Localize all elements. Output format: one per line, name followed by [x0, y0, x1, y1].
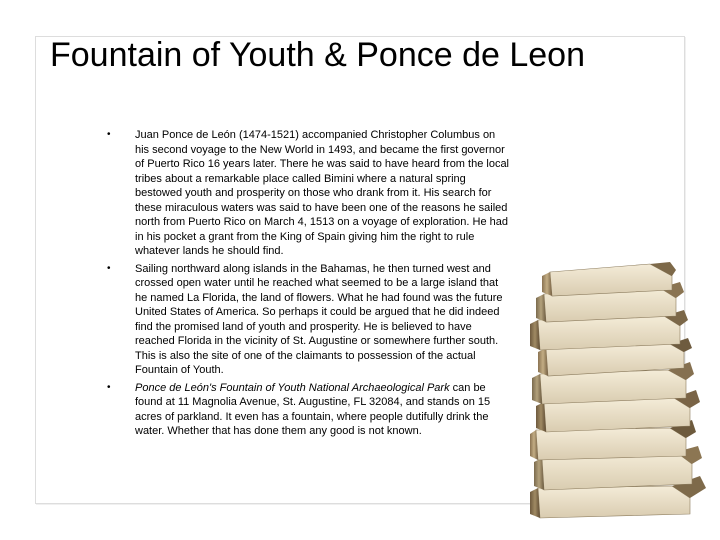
bullet-marker: • — [107, 262, 111, 274]
slide-title: Fountain of Youth & Ponce de Leon — [50, 36, 586, 74]
bullet-item — [107, 128, 512, 259]
bullet-text: Sailing northward along islands in the Bahamas, he then turned west and crossed open water until he reached what seemed to be a large island that he named La Florida, the land of flowers. What he had found was the future United States of America. So perhaps it could be argued that he did indeed find the promised land of youth and prosperity. He is believed to have reached Florida in the vicinity of St. Augustine or somewhere further south. This is also the site of one of the claimants to possession of the actual Fountain of Youth. — [135, 262, 503, 376]
bullet-item — [107, 381, 512, 439]
bullet-list — [107, 128, 512, 439]
bullet-text — [135, 381, 512, 439]
book-1 — [542, 262, 676, 296]
bullet-marker: • — [107, 129, 111, 140]
bullet-text-rest: can be found at 11 Magnolia Avenue, St. Augustine, FL 32084, and stands on 15 acres of parkland. It even has a fountain, where people dutifully drink the water. Whether that has done them any good is not known. — [135, 381, 491, 437]
bullet-marker: • — [107, 381, 111, 393]
bullet-text: Juan Ponce de León (1474-1521) accompanied Christopher Columbus on his second voyage to the New World in 1493, and became the first governor of Puerto Rico 16 years later. There he was said to have heard from the local tribes about a remarkable place called Bimini where a natural spring bestowed youth and prosperity on those who drank from it. His search for these miraculous waters was said to have been one of the reasons he sailed north from Puerto Rico on March 4, 1513 on a voyage of exploration. He had in his pocket a grant from the King of Spain giving him the right to rule whatever lands he should find. — [135, 129, 509, 257]
stacked-books-image — [530, 262, 710, 520]
bullet-item — [107, 262, 512, 378]
park-name: Ponce de León's Fountain of Youth National Archaeological Park — [135, 381, 450, 394]
